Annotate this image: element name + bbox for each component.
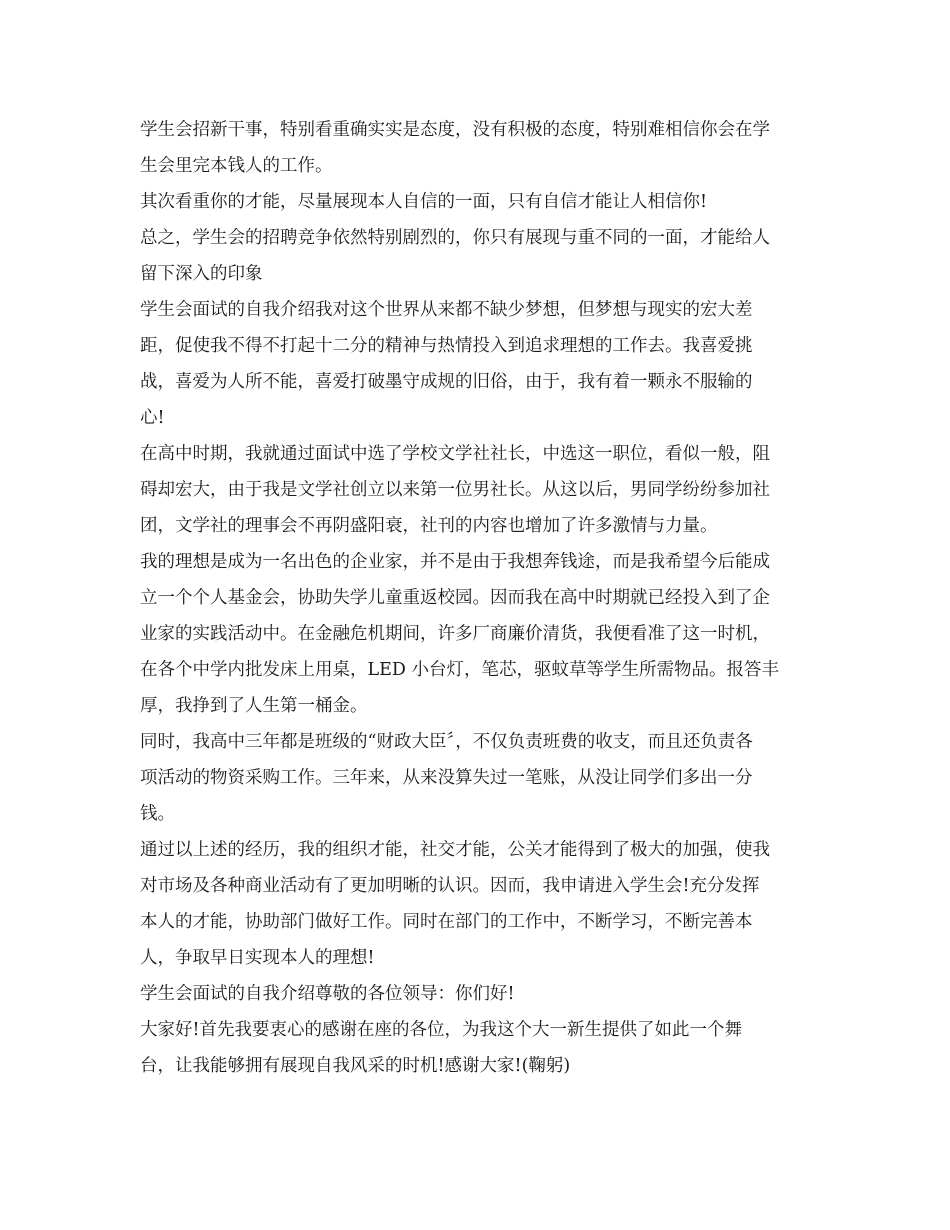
text-line: 同时，我高中三年都是班级的“财政大臣〞，不仅负责班费的收支，而且还负责各 — [140, 732, 753, 752]
text-line: 留下深入的印象 — [140, 264, 263, 284]
text-line: 距，促使我不得不打起十二分的精神与热情投入到追求理想的工作去。我喜爱挑 — [140, 336, 753, 356]
text-line: 碍却宏大，由于我是文学社创立以来第一位男社长。从这以后，男同学纷纷参加社 — [140, 480, 770, 500]
text-line: 本人的才能，协助部门做好工作。同时在部门的工作中，不断学习，不断完善本 — [140, 912, 753, 932]
document-body — [140, 112, 815, 1084]
text-line: 立一个个人基金会，协助失学儿童重返校园。因而我在高中时期就已经投入到了企 — [140, 588, 770, 608]
text-line: 我的理想是成为一名出色的企业家，并不是由于我想奔钱途，而是我希望今后能成 — [140, 552, 770, 572]
text-line: 其次看重你的才能，尽量展现本人自信的一面，只有自信才能让人相信你! — [140, 192, 708, 212]
text-line: 学生会招新干事，特别看重确实实是态度，没有积极的态度，特别难相信你会在学 — [140, 120, 770, 140]
text-line: 钱。 — [140, 804, 175, 824]
text-line: 生会里完本钱人的工作。 — [140, 156, 333, 176]
text-line: 在各个中学内批发床上用桌，LED 小台灯，笔芯，驱蚊草等学生所需物品。报答丰 — [140, 660, 779, 680]
text-line: 心! — [140, 408, 165, 428]
text-line: 项活动的物资采购工作。三年来，从来没算失过一笔账，从没让同学们多出一分 — [140, 768, 753, 788]
text-line: 学生会面试的自我介绍我对这个世界从来都不缺少梦想，但梦想与现实的宏大差 — [140, 300, 753, 320]
text-line: 战，喜爱为人所不能，喜爱打破墨守成规的旧俗，由于，我有着一颗永不服输的 — [140, 372, 753, 392]
text-line: 通过以上述的经历，我的组织才能，社交才能，公关才能得到了极大的加强，使我 — [140, 840, 770, 860]
text-line: 在高中时期，我就通过面试中选了学校文学社社长，中选这一职位，看似一般，阻 — [140, 444, 770, 464]
text-line: 团，文学社的理事会不再阴盛阳衰，社刊的内容也增加了许多激情与力量。 — [140, 516, 718, 536]
text-line: 台，让我能够拥有展现自我风采的时机!感谢大家!(鞠躬) — [140, 1056, 571, 1076]
text-line: 人，争取早日实现本人的理想! — [140, 948, 375, 968]
text-line: 总之，学生会的招聘竞争依然特别剧烈的，你只有展现与重不同的一面，才能给人 — [140, 228, 770, 248]
text-line: 厚，我挣到了人生第一桶金。 — [140, 696, 368, 716]
text-line: 大家好!首先我要衷心的感谢在座的各位，为我这个大一新生提供了如此一个舞 — [140, 1020, 743, 1040]
text-line: 业家的实践活动中。在金融危机期间，许多厂商廉价清货，我便看准了这一时机， — [140, 624, 770, 644]
text-line: 对市场及各种商业活动有了更加明晰的认识。因而，我申请进入学生会!充分发挥 — [140, 876, 760, 896]
text-line: 学生会面试的自我介绍尊敬的各位领导：你们好! — [140, 984, 515, 1004]
